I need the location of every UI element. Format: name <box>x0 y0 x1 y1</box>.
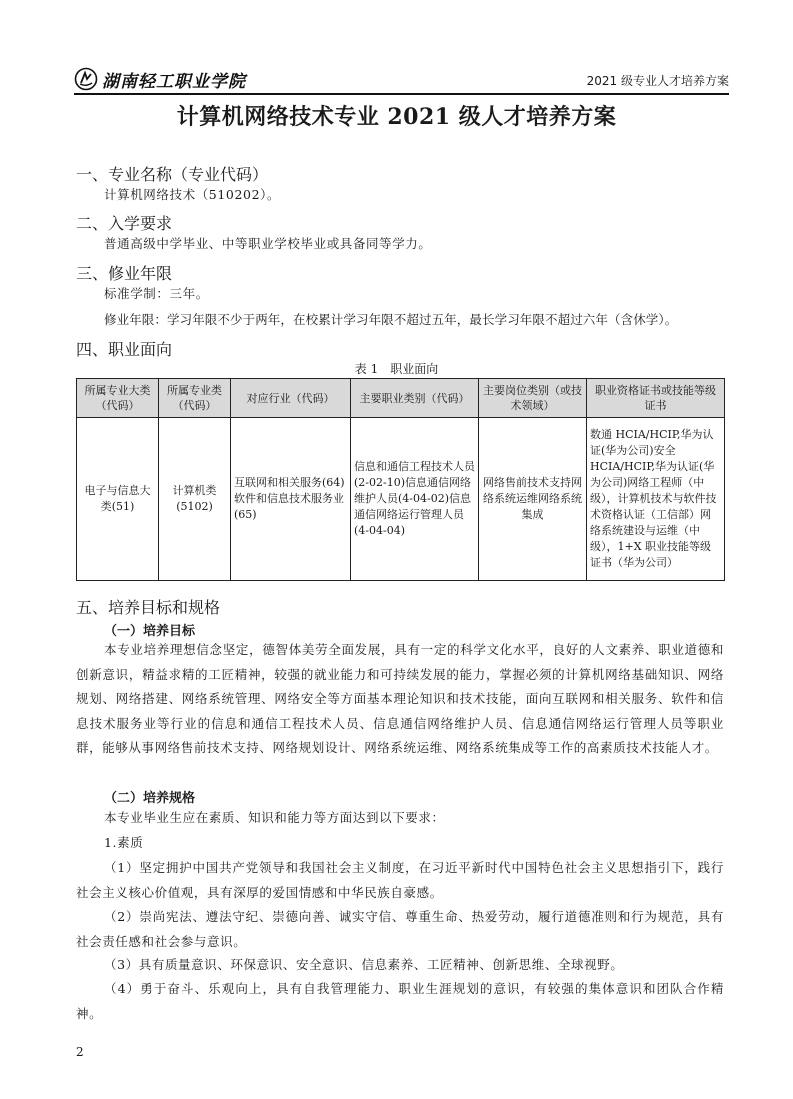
header-divider <box>74 93 729 95</box>
col-header-occupation: 主要职业类别（代码） <box>351 379 479 418</box>
col-header-major-category: 所属专业大类（代码） <box>77 379 159 418</box>
cell-occupation: 信息和通信工程技术人员(2-02-10)信息通信网络维护人员(4-04-02)信息通信网络运行管理人员(4-04-04) <box>351 418 479 581</box>
school-name: 湖南轻工职业学院 <box>102 71 246 92</box>
spec-intro: 本专业毕业生应在素质、知识和能力等方面达到以下要求： <box>104 810 445 825</box>
section-2-text: 普通高级中学毕业、中等职业学校毕业或具备同等学力。 <box>104 236 432 251</box>
table-row <box>77 418 725 581</box>
subsection-goal-heading: （一）培养目标 <box>104 624 196 639</box>
col-header-major-class: 所属专业类（代码） <box>159 379 231 418</box>
quality-item-3: （3）具有质量意识、环保意识、安全意识、信息素养、工匠精神、创新思维、全球视野。 <box>104 957 624 972</box>
section-3-text-1: 标准学制：三年。 <box>104 286 209 301</box>
section-heading-4: 四、职业面向 <box>76 340 173 359</box>
page-header <box>74 66 729 92</box>
quality-item-2: （2）崇尚宪法、遵法守纪、崇德向善、诚实守信、尊重生命、热爱劳动，履行道德准则和行为规范，具有社会责任感和社会参与意识。 <box>76 909 724 949</box>
header-doc-name: 2021 级专业人才培养方案 <box>586 74 729 88</box>
quality-label: 1.素质 <box>104 835 144 850</box>
school-logo <box>74 66 246 92</box>
section-heading-5: 五、培养目标和规格 <box>76 598 221 617</box>
cell-industry: 互联网和相关服务(64)软件和信息技术服务业(65) <box>231 418 351 581</box>
section-3-text-2: 修业年限：学习年限不少于两年，在校累计学习年限不超过五年，最长学习年限不超过六年（含休学）。 <box>104 312 678 327</box>
section-heading-2: 二、入学要求 <box>76 214 173 233</box>
school-emblem-icon <box>74 67 98 91</box>
document-title: 计算机网络技术专业 2021 级人才培养方案 <box>176 104 617 130</box>
subsection-spec-heading: （二）培养规格 <box>104 791 196 806</box>
cell-major-category: 电子与信息大类(51) <box>77 418 159 581</box>
table-caption: 表 1 职业面向 <box>354 362 439 376</box>
goal-paragraph: 本专业培养理想信念坚定，德智体美劳全面发展，具有一定的科学文化水平，良好的人文素养、职业道德和创新意识，精益求精的工匠精神，较强的就业能力和可持续发展的能力，掌握必须的计算机网络基础知识、网络规划、网络搭建、网络系统管理、网络安全等方面基本理论知识和技术技能，面向互联网和相关服务、软件和信息技术服务业等行业的信息和通信工程技术人员、信息通信网络维护人员、信息通信网络运行管理人员等职业群，能够从事网络售前技术支持、网络规划设计、网络系统运维、网络系统集成等工作的高素质技术技能人才。 <box>76 642 724 756</box>
section-heading-3: 三、修业年限 <box>76 264 173 283</box>
col-header-industry: 对应行业（代码） <box>231 379 351 418</box>
col-header-certificate: 职业资格证书或技能等级证书 <box>587 379 725 418</box>
cell-certificate: 数通 HCIA/HCIP,华为认证(华为公司)安全 HCIA/HCIP,华为认证(华为公司)网络工程师（中级），计算机技术与软件技术资格认证（工信部）网络系统建设与运维（中级），1+X 职业技能等级证书（华为公司） <box>587 418 725 581</box>
section-1-text: 计算机网络技术（510202）。 <box>104 187 281 202</box>
page-number: 2 <box>76 1045 84 1059</box>
quality-item-4: （4）勇于奋斗、乐观向上，具有自我管理能力、职业生涯规划的意识，有较强的集体意识和团队合作精神。 <box>76 981 724 1021</box>
cell-major-class: 计算机类(5102) <box>159 418 231 581</box>
table-header-row <box>77 379 725 418</box>
occupation-table <box>76 378 725 581</box>
section-heading-1: 一、专业名称（专业代码） <box>76 165 269 184</box>
cell-position: 网络售前技术支持网络系统运维网络系统集成 <box>479 418 587 581</box>
col-header-position: 主要岗位类别（或技术领域） <box>479 379 587 418</box>
quality-item-1: （1）坚定拥护中国共产党领导和我国社会主义制度，在习近平新时代中国特色社会主义思想指引下，践行社会主义核心价值观，具有深厚的爱国情感和中华民族自豪感。 <box>76 860 724 900</box>
